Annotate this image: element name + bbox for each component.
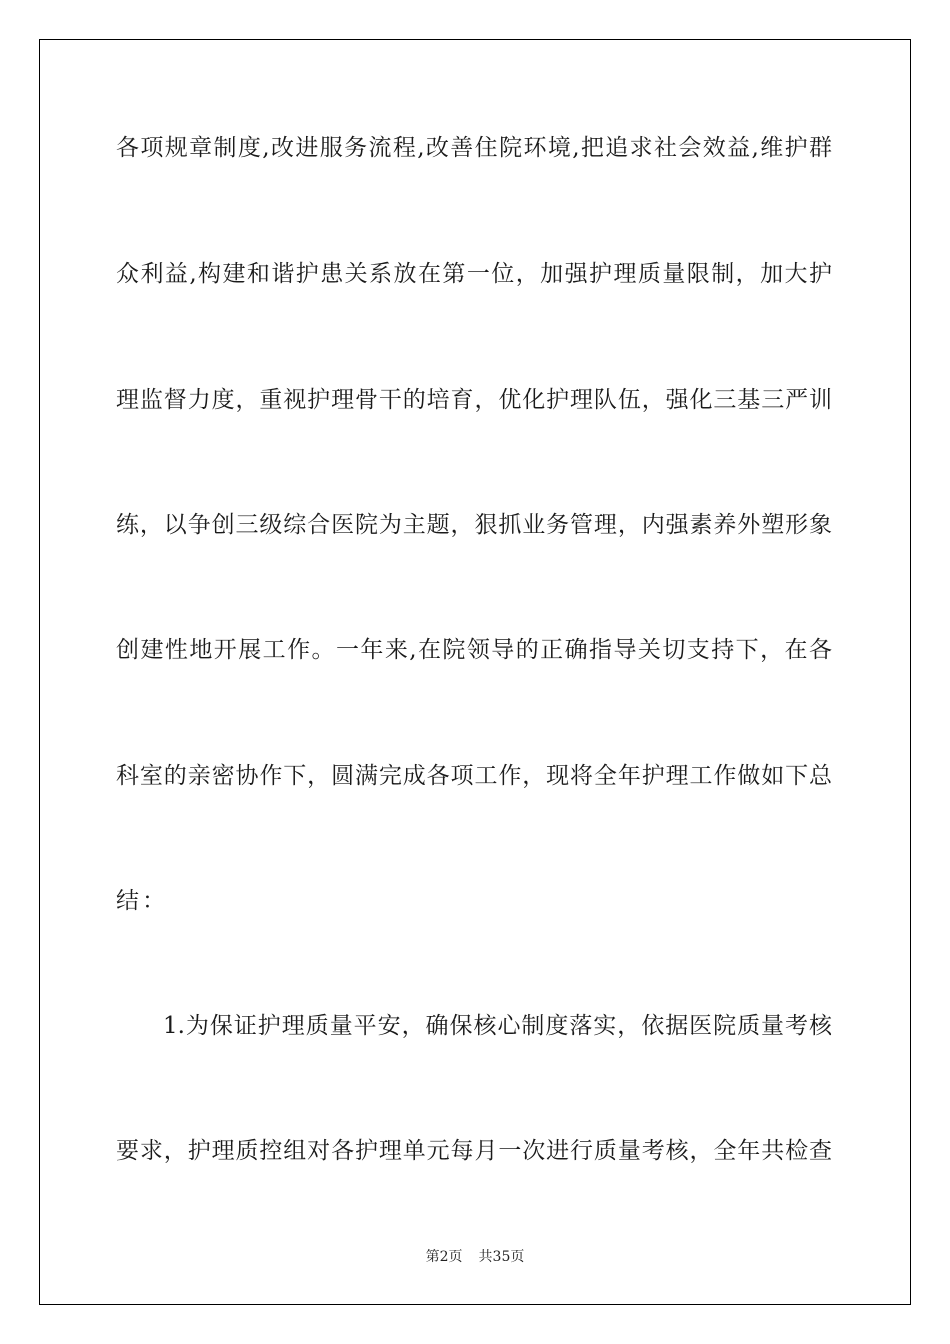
- body-line: 1.为保证护理质量平安，确保核心制度落实，依据医院质量考核: [163, 1013, 832, 1039]
- body-line: 各项规章制度,改进服务流程,改善住院环境,把追求社会效益,维护群: [116, 135, 832, 161]
- body-line: 练，以争创三级综合医院为主题，狠抓业务管理，内强素养外塑形象: [116, 512, 832, 538]
- current-page-number: 第2页: [425, 1249, 463, 1265]
- page-border: [39, 39, 911, 1305]
- body-line: 众利益,构建和谐护患关系放在第一位，加强护理质量限制，加大护: [116, 261, 832, 287]
- body-line: 理监督力度，重视护理骨干的培育，优化护理队伍，强化三基三严训: [116, 387, 832, 413]
- body-line: 要求，护理质控组对各护理单元每月一次进行质量考核，全年共检查: [116, 1138, 832, 1164]
- body-line: 创建性地开展工作。一年来,在院领导的正确指导关切支持下，在各: [116, 637, 832, 663]
- body-line: 结：: [116, 888, 169, 914]
- total-page-count: 共35页: [478, 1249, 525, 1265]
- page-footer: [0, 1247, 950, 1267]
- body-line: 科室的亲密协作下，圆满完成各项工作，现将全年护理工作做如下总: [116, 763, 832, 789]
